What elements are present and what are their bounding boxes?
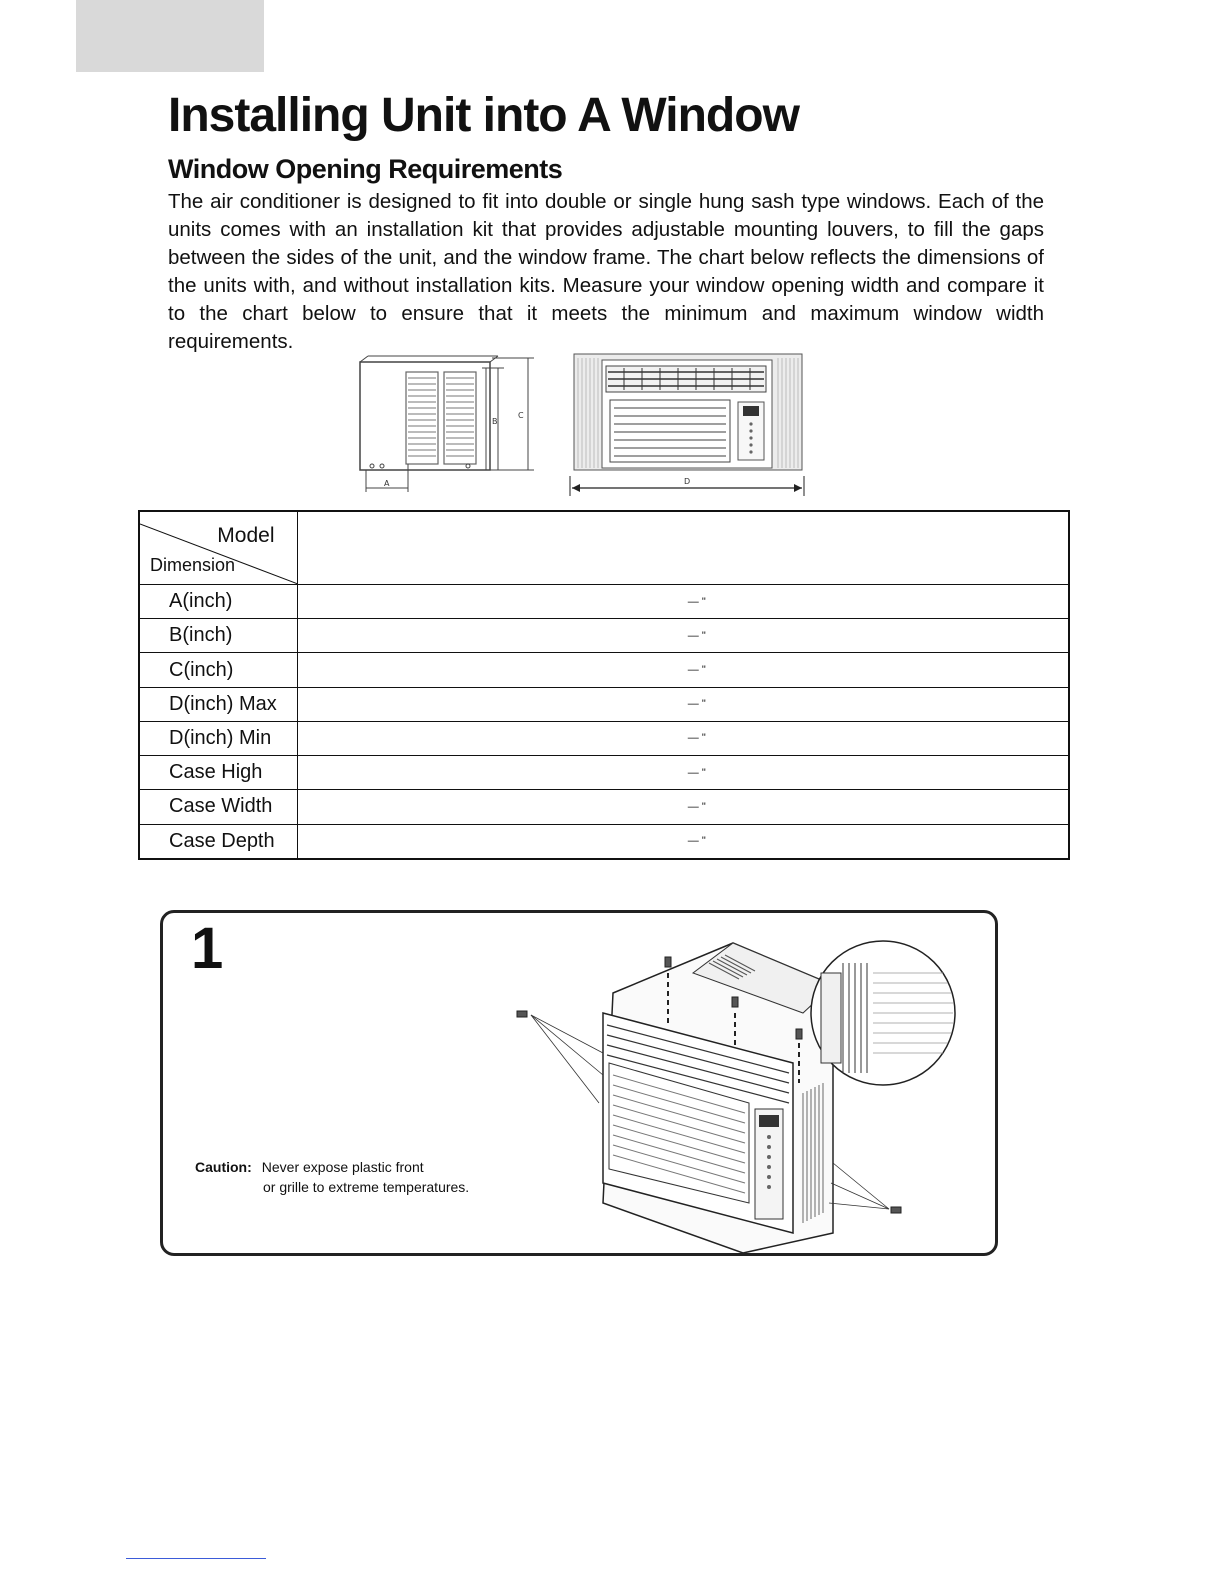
caution-label: Caution: xyxy=(195,1159,252,1175)
header-model: Model xyxy=(217,524,275,547)
header-diagonal-cell xyxy=(139,511,297,585)
row-value: — " xyxy=(297,756,1069,790)
table-row xyxy=(139,721,1069,755)
side-view-diagram xyxy=(350,352,550,494)
footer-rule xyxy=(126,1558,266,1559)
row-value: — " xyxy=(297,687,1069,721)
table-row xyxy=(139,653,1069,687)
row-label: D(inch) Max xyxy=(139,687,297,721)
dimension-table xyxy=(138,510,1070,860)
table-row xyxy=(139,790,1069,824)
header-tab-box xyxy=(76,0,264,72)
row-label: Case High xyxy=(139,756,297,790)
table-header-row xyxy=(139,511,1069,585)
table-row xyxy=(139,585,1069,619)
table-row xyxy=(139,756,1069,790)
section-subtitle: Window Opening Requirements xyxy=(168,154,563,184)
header-dimension: Dimension xyxy=(150,555,236,575)
row-label: Case Width xyxy=(139,790,297,824)
row-value: — " xyxy=(297,585,1069,619)
row-value: — " xyxy=(297,619,1069,653)
step-number: 1 xyxy=(191,916,224,981)
step-1-panel xyxy=(160,910,998,1256)
table-row xyxy=(139,824,1069,859)
row-value: — " xyxy=(297,653,1069,687)
caution-note xyxy=(195,1157,469,1197)
row-label: C(inch) xyxy=(139,653,297,687)
unit-installation-illustration xyxy=(503,933,963,1253)
header-model-values xyxy=(297,511,1069,585)
row-label: B(inch) xyxy=(139,619,297,653)
caution-line-2: or grille to extreme temperatures. xyxy=(263,1179,470,1195)
caution-line-1: Never expose plastic front xyxy=(261,1159,424,1175)
dim-label-b: B xyxy=(492,417,498,426)
row-label: D(inch) Min xyxy=(139,721,297,755)
row-value: — " xyxy=(687,835,706,848)
row-label: Case Depth xyxy=(139,824,297,859)
row-label: A(inch) xyxy=(139,585,297,619)
dim-label-d: D xyxy=(684,477,691,486)
table-row xyxy=(139,687,1069,721)
dim-label-c: C xyxy=(518,411,524,420)
row-value: — " xyxy=(297,721,1069,755)
row-value: — " xyxy=(297,790,1069,824)
page-title: Installing Unit into A Window xyxy=(168,89,799,142)
dim-label-a: A xyxy=(384,479,390,488)
front-view-diagram xyxy=(566,352,810,498)
table-row xyxy=(139,619,1069,653)
intro-paragraph: The air conditioner is designed to fit into double or single hung sash type windows. Each of the units comes with an installation kit that provides adjustable mounting louvers, to fill the gaps between the sides of the unit, and the window frame. The chart below reflects the dimensions of the units with, and without installation kits. Measure your window opening width and compare it to the chart below to ensure that it meets the minimum and maximum window width requirements. xyxy=(168,190,1044,353)
